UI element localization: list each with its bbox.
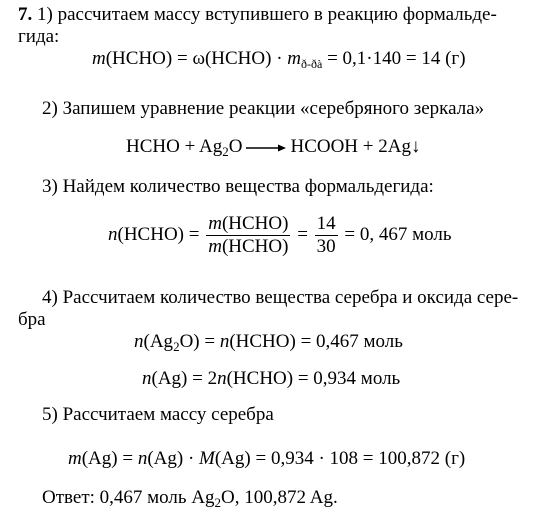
equation-silver-mirror: HCHO + $Ag_2O$ HCOOH + 2Ag↓ <box>126 136 421 159</box>
step4-line1: 4) Рассчитаем количество вещества серебра и оксида сере- <box>42 287 519 308</box>
answer-line: Ответ: 0,467 моль $Ag_2O$, 100,872 Ag. <box>42 487 338 510</box>
step1-line1: 7. 1) рассчитаем массу вступившего в реакцию формальде- <box>18 4 497 25</box>
step4-line2: бра <box>18 309 46 330</box>
fraction-m-over-m: $\frac{\text{m(HCHO)}}{\text{m(HCHO)}}$ <box>208 213 289 258</box>
reaction-arrow-icon <box>246 143 286 153</box>
equation-moles-ag: n(Ag) = 2n(HCHO) = 0,934 моль <box>142 368 401 389</box>
equation-moles-formaldehyde: n(HCHO) = $\frac{\text{m(HCHO)}}{\text{m(HCHO)}}$ = $\frac{14}{30}$ = 0, 467 моль <box>108 213 452 258</box>
problem-number: 7. <box>18 4 33 25</box>
step5-text: 5) Рассчитаем массу серебра <box>42 404 274 425</box>
equation-moles-ag2o: $n(Ag_2O)$ = n(HCHO) = 0,467 моль <box>134 331 403 354</box>
fraction-14-over-30: $\frac{14}{30}$ <box>316 213 336 258</box>
equation-mass-silver: m(Ag) = n(Ag) · M(Ag) = 0,934 · 108 = 100,872 (г) <box>68 448 466 469</box>
step1-line2: гида: <box>18 26 60 47</box>
equation-mass-formaldehyde: m(HCHO) = ω(HCHO) · $m_{ð-ðà} = 0,1\cdot 140 = 14$ (г) <box>92 48 466 71</box>
step2-text: 2) Запишем уравнение реакции «серебряного зеркала» <box>42 98 485 119</box>
step3-text: 3) Найдем количество вещества формальдегида: <box>42 176 434 197</box>
